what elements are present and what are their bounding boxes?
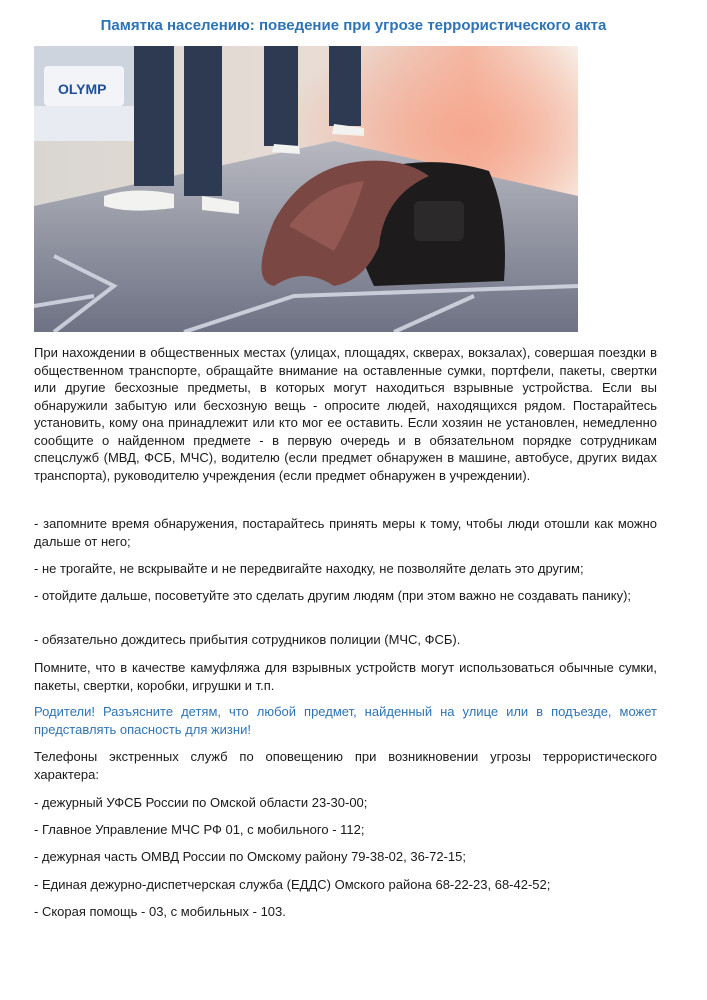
- sign-text: OLYMP: [58, 81, 107, 97]
- rule-item: - отойдите дальше, посоветуйте это сделать другим людям (при этом важно не создавать панику);: [34, 588, 632, 603]
- rule-item: - обязательно дождитесь прибытия сотрудников полиции (МЧС, ФСБ).: [34, 632, 461, 647]
- phone-item: - дежурная часть ОМВД России по Омскому району 79-38-02, 36-72-15;: [34, 849, 466, 864]
- phone-item: - дежурный УФСБ России по Омской области 23-30-00;: [34, 795, 368, 810]
- rule-item: - не трогайте, не вскрывайте и не передвигайте находку, не позволяйте делать это другим;: [34, 561, 584, 576]
- abandoned-bag-photo: [34, 46, 578, 332]
- parents-note: Родители! Разъясните детям, что любой предмет, найденный на улице или в подъезде, может представлять опасность для жизни!: [34, 704, 657, 737]
- phone-item: - Скорая помощь - 03, с мобильных - 103.: [34, 904, 286, 919]
- rule-item: - запомните время обнаружения, постарайтесь принять меры к тому, чтобы люди отошли как можно дальше от него;: [34, 516, 657, 549]
- camouflage-note: Помните, что в качестве камуфляжа для взрывных устройств могут использоваться обычные сумки, пакеты, свертки, коробки, игрушки и т.п.: [34, 660, 657, 693]
- phone-item: - Главное Управление МЧС РФ 01, с мобильного - 112;: [34, 822, 365, 837]
- intro-paragraph: При нахождении в общественных местах (улицах, площадях, скверах, вокзалах), совершая поездки в общественном транспорте, обращайте внимание на оставленные сумки, портфели, пакеты, свертки или другие бесхозные предметы, в которых могут находиться взрывные устройства. Если вы обнаружили забытую или бесхозную вещь - опросите людей, находящихся рядом. Постарайтесь установить, кому она принадлежит или кто мог ее оставить. Если хозяин не установлен, немедленно сообщите о найденном предмете - в первую очередь и в обязательном порядке сотрудникам спецслужб (МВД, ФСБ, МЧС), водителю (если предмет обнаружен в машине, автобусе, других видах транспорта), руководителю учреждения (если предмет обнаружен в учреждении).: [34, 345, 657, 483]
- page-title: Памятка населению: поведение при угрозе террористического акта: [100, 17, 607, 34]
- phone-item: - Единая дежурно-диспетчерская служба (ЕДДС) Омского района 68-22-23, 68-42-52;: [34, 877, 551, 892]
- phones-intro: Телефоны экстренных служб по оповещению при возникновении угрозы террористического характера:: [34, 749, 657, 782]
